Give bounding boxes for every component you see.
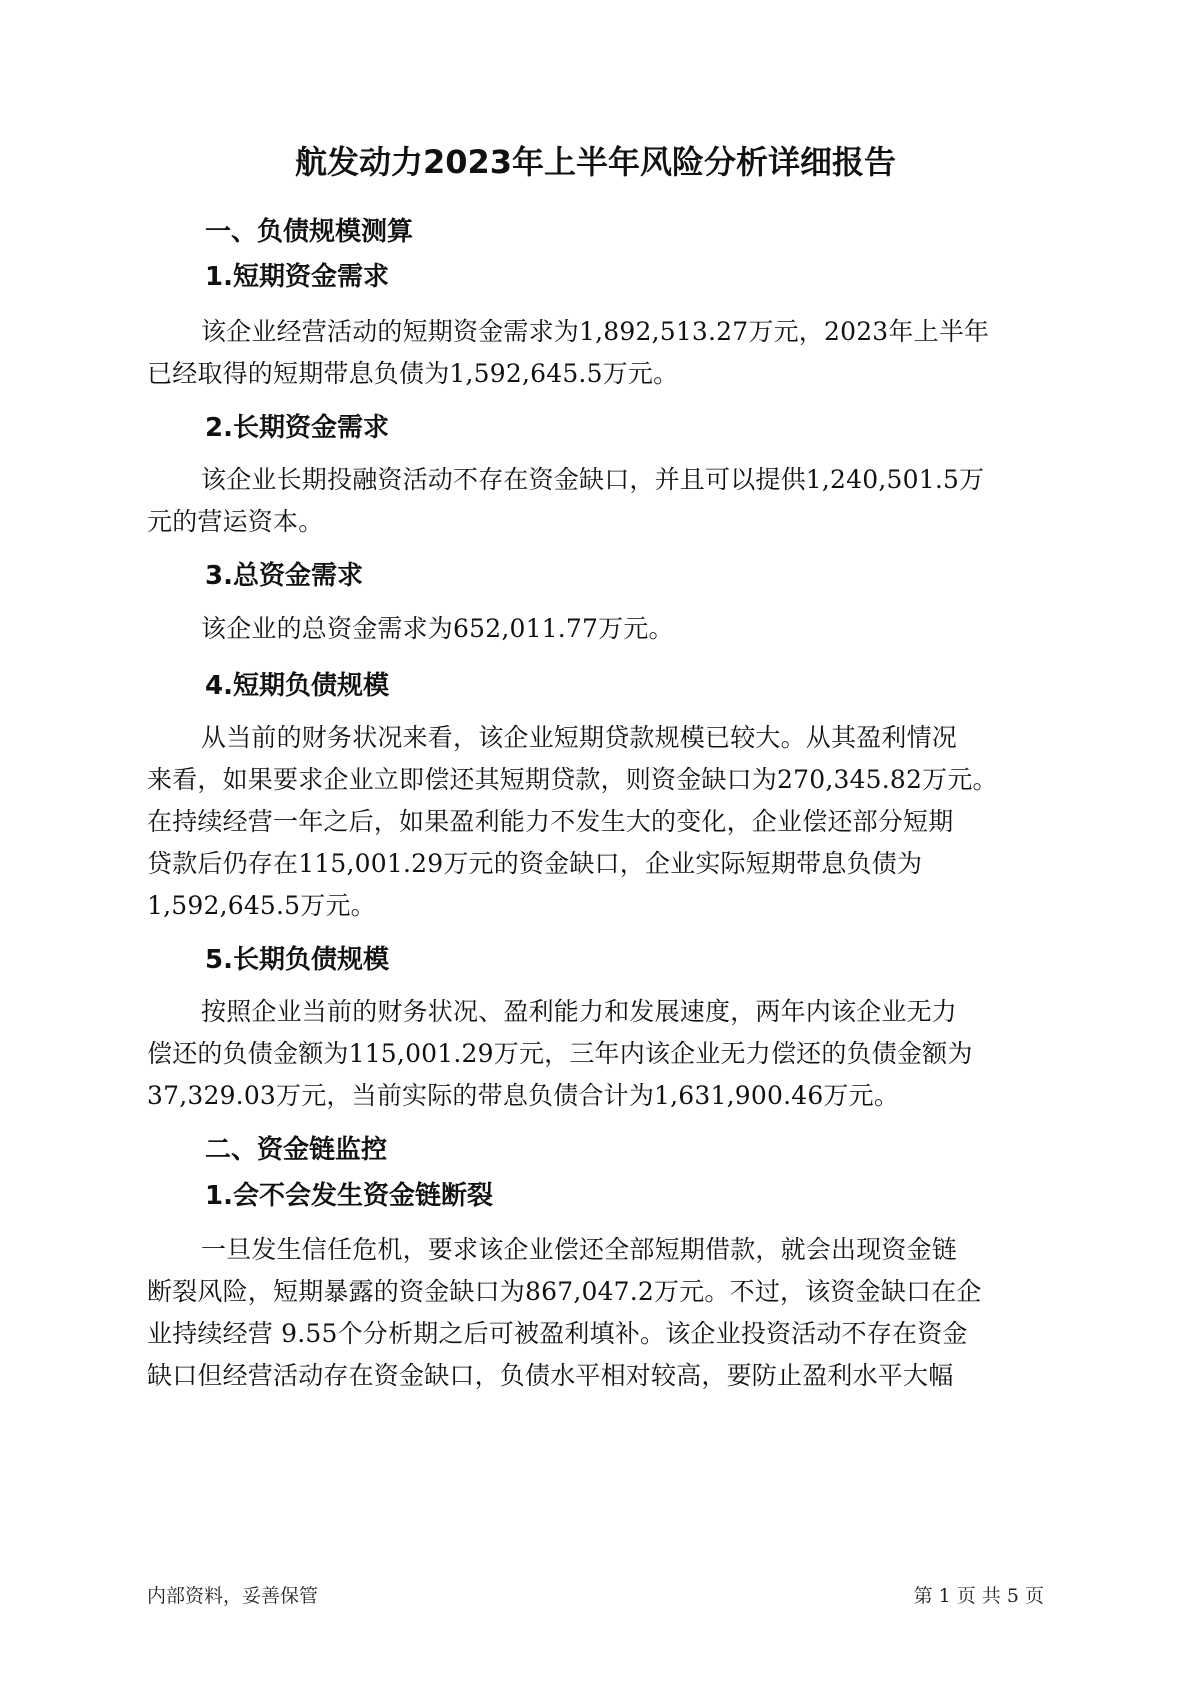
- subsection-heading: 3.总资金需求: [205, 561, 363, 591]
- paragraph-line: 从当前的财务状况来看，该企业短期贷款规模已较大。从其盈利情况: [201, 723, 958, 752]
- paragraph-line: 在持续经营一年之后，如果盈利能力不发生大的变化，企业偿还部分短期: [147, 807, 954, 836]
- footer-page-number: 第 1 页 共 5 页: [913, 1585, 1044, 1607]
- paragraph-line: 一旦发生信任危机，要求该企业偿还全部短期借款，就会出现资金链: [201, 1235, 958, 1264]
- subsection-heading: 1.短期资金需求: [205, 262, 389, 292]
- paragraph-line: 该企业长期投融资活动不存在资金缺口，并且可以提供1,240,501.5万: [201, 465, 985, 494]
- paragraph-line: 已经取得的短期带息负债为1,592,645.5万元。: [147, 359, 679, 388]
- section-heading: 一、负债规模测算: [205, 217, 414, 247]
- subsection-heading: 4.短期负债规模: [205, 671, 389, 701]
- paragraph-line: 断裂风险，短期暴露的资金缺口为867,047.2万元。不过，该资金缺口在企: [147, 1277, 982, 1306]
- subsection-heading: 1.会不会发生资金链断裂: [205, 1181, 493, 1211]
- paragraph-line: 该企业的总资金需求为652,011.77万元。: [201, 614, 674, 643]
- paragraph-line: 元的营运资本。: [147, 507, 324, 536]
- paragraph-line: 来看，如果要求企业立即偿还其短期贷款，则资金缺口为270,345.82万元。: [147, 765, 998, 794]
- paragraph-line: 业持续经营 9.55个分析期之后可被盈利填补。该企业投资活动不存在资金: [147, 1319, 968, 1348]
- section-heading: 二、资金链监控: [205, 1135, 388, 1165]
- paragraph-line: 按照企业当前的财务状况、盈利能力和发展速度，两年内该企业无力: [201, 997, 958, 1026]
- footer-confidential-note: 内部资料，妥善保管: [147, 1585, 319, 1607]
- document-title: 航发动力2023年上半年风险分析详细报告: [294, 143, 897, 181]
- subsection-heading: 2.长期资金需求: [205, 413, 389, 443]
- paragraph-line: 1,592,645.5万元。: [147, 891, 376, 920]
- subsection-heading: 5.长期负债规模: [205, 945, 389, 975]
- paragraph-line: 该企业经营活动的短期资金需求为1,892,513.27万元，2023年上半年: [201, 317, 990, 346]
- paragraph-line: 37,329.03万元，当前实际的带息负债合计为1,631,900.46万元。: [147, 1081, 900, 1110]
- paragraph-line: 偿还的负债金额为115,001.29万元，三年内该企业无力偿还的负债金额为: [147, 1039, 973, 1068]
- paragraph-line: 缺口但经营活动存在资金缺口，负债水平相对较高，要防止盈利水平大幅: [147, 1361, 954, 1390]
- paragraph-line: 贷款后仍存在115,001.29万元的资金缺口，企业实际短期带息负债为: [147, 849, 923, 878]
